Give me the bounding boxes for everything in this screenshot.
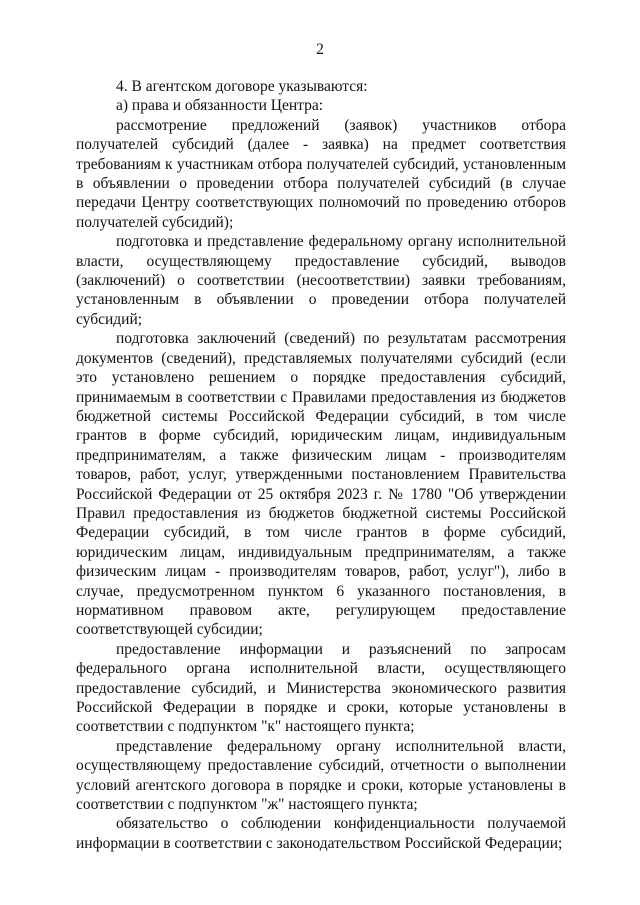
paragraph: подготовка заключений (сведений) по результатам рассмотрения документов (сведений), представляемых получателями субсидий (если это установлено решением о порядке предоставления субсидий, принимаемым в соответствии с Правилами предоставления из бюджетов бюджетной системы Российской Федерации субсидий, в том числе грантов в форме субсидий, юридическим лицам, индивидуальным предпринимателям, а также физическим лицам - производителям товаров, работ, услуг, утвержденными постановлением Правительства Российской Федерации от 25 октября 2023 г. № 1780 "Об утверждении Правил предоставления из бюджетов бюджетной системы Российской Федерации субсидий, в том числе грантов в форме субсидий, юридическим лицам, индивидуальным предпринимателям, а также физическим лицам - производителям товаров, работ, услуг"), либо в случае, предусмотренном пунктом 6 указанного постановления, в нормативном правовом акте, регулирующем предоставление соответствующей субсидии;: [76, 330, 566, 639]
page-number: 2: [316, 41, 324, 58]
paragraph: обязательство о соблюдении конфиденциальности получаемой информации в соответствии с законодательством Российской Федерации;: [76, 815, 566, 852]
paragraph: рассмотрение предложений (заявок) участников отбора получателей субсидий (далее - заявка) на предмет соответствия требованиям к участникам отбора получателей субсидий, установленным в объявлении о проведении отбора получателей субсидий (в случае передачи Центру соответствующих полномочий по проведению отборов получателей субсидий);: [76, 116, 566, 231]
paragraph: представление федеральному органу исполнительной власти, осуществляющему предоставление субсидий, отчетности о выполнении условий агентского договора в порядке и сроки, которые установлены в соответствии с подпунктом "ж" настоящего пункта;: [76, 737, 566, 814]
subsection-heading: а) права и обязанности Центра:: [116, 97, 324, 115]
document-body: [76, 77, 566, 853]
section-heading: 4. В агентском договоре указываются:: [116, 78, 368, 95]
paragraph: подготовка и представление федеральному органу исполнительной власти, осуществляющему предоставление субсидий, выводов (заключений) о соответствии (несоответствии) заявки требованиям, установленным в объявлении о проведении отбора получателей субсидий;: [76, 233, 566, 328]
paragraph: предоставление информации и разъяснений по запросам федерального органа исполнительной власти, осуществляющего предоставление субсидий, и Министерства экономического развития Российской Федерации в порядке и сроки, которые установлены в соответствии с подпунктом "к" настоящего пункта;: [76, 640, 566, 736]
